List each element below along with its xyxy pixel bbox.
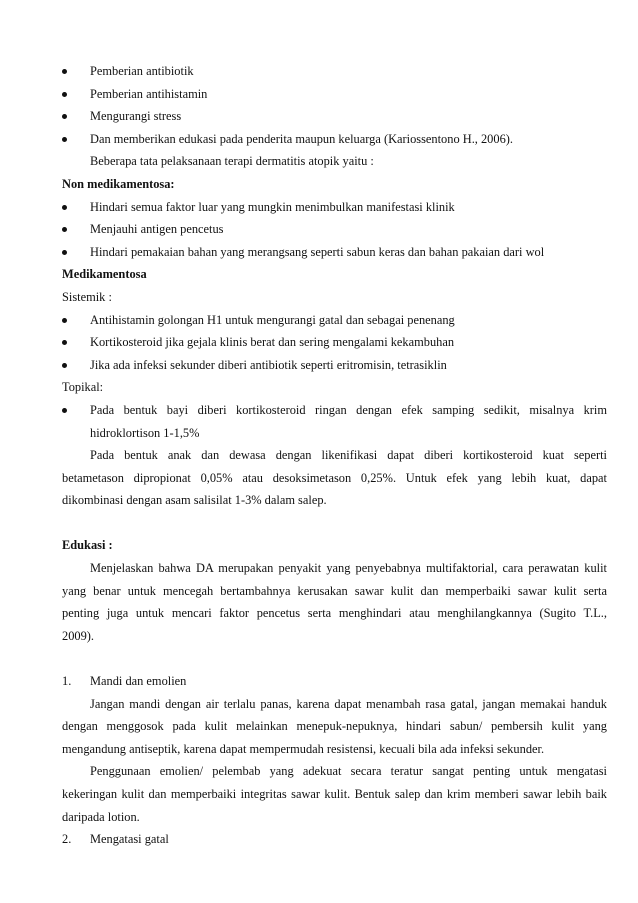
paragraph-line: Penggunaan emolien/ pelembab yang adekuat secara teratur sangat penting untuk mengatasi — [90, 764, 607, 779]
bullet-icon — [62, 114, 67, 119]
paragraph-line: betametason dipropionat 0,05% atau desoksimetason 0,25%. Untuk efek yang lebih kuat, dapat — [62, 470, 607, 485]
sistemik-label: Sistemik : — [62, 289, 112, 304]
list-item: Jika ada infeksi sekunder diberi antibiotik seperti eritromisin, tetrasiklin — [62, 354, 607, 377]
list-item: Kortikosteroid jika gejala klinis berat dan sering mengalami kekambuhan — [62, 331, 607, 354]
paragraph-line: yang benar untuk mencegah bertambahnya kerusakan sawar kulit dan memperbaiki sawar kulit serta — [62, 583, 607, 598]
list-item: Pemberian antibiotik — [62, 60, 607, 83]
paragraph-line: Jangan mandi dengan air terlalu panas, karena dapat menambah rasa gatal, jangan memakai handuk — [90, 696, 607, 711]
paragraph-line: Menjelaskan bahwa DA merupakan penyakit yang penyebabnya multifaktorial, cara perawatan kulit — [90, 561, 607, 576]
spacer — [62, 647, 607, 670]
list-item: Menjauhi antigen pencetus — [62, 218, 607, 241]
spacer — [62, 512, 607, 535]
paragraph-line: dengan menggosok pada kulit melainkan menepuk-nepuknya, hindari sabun/ pembersih kulit yang — [62, 719, 607, 734]
list-item: Mengurangi stress — [62, 105, 607, 128]
document-page — [62, 60, 607, 851]
section-number: 1. — [62, 674, 72, 689]
paragraph-line: Pada bentuk anak dan dewasa dengan likenifikasi dapat diberi kortikosteroid kuat seperti — [90, 448, 607, 463]
section-heading — [62, 670, 607, 693]
paragraph-line: daripada lotion. — [62, 809, 140, 824]
paragraph-line: mengandung antiseptik, karena dapat mempermudah resistensi, kecuali bila ada infeksi sekunder. — [62, 741, 545, 756]
list-item — [62, 399, 607, 422]
topikal-item-line: Pada bentuk bayi diberi kortikosteroid ringan dengan efek samping sedikit, misalnya krim — [90, 402, 607, 417]
bullet-icon — [62, 318, 67, 323]
section-title: Mengatasi gatal — [90, 832, 169, 847]
non-medikamentosa-heading: Non medikamentosa: — [62, 176, 175, 191]
section-heading — [62, 828, 607, 851]
list-item: Pemberian antihistamin — [62, 83, 607, 106]
section-title: Mandi dan emolien — [90, 674, 187, 689]
edukasi-heading: Edukasi : — [62, 538, 113, 553]
section-number: 2. — [62, 832, 72, 847]
bullet-icon — [62, 205, 67, 210]
list-item: Hindari semua faktor luar yang mungkin menimbulkan manifestasi klinik — [62, 196, 607, 219]
list-item: Hindari pemakaian bahan yang merangsang seperti sabun keras dan bahan pakaian dari wol — [62, 241, 607, 264]
topikal-label: Topikal: — [62, 380, 104, 395]
medikamentosa-heading: Medikamentosa — [62, 267, 147, 282]
bullet-icon — [62, 250, 67, 255]
bullet-icon — [62, 137, 67, 142]
intro-line: Beberapa tata pelaksanaan terapi dermatitis atopik yaitu : — [90, 154, 374, 169]
bullet-icon — [62, 363, 67, 368]
paragraph-line: 2009). — [62, 628, 95, 643]
list-item: Dan memberikan edukasi pada penderita maupun keluarga (Kariossentono H., 2006). — [62, 128, 607, 151]
topikal-item-line: hidroklortison 1-1,5% — [90, 425, 200, 440]
bullet-icon — [62, 92, 67, 97]
bullet-icon — [62, 340, 67, 345]
list-item: Antihistamin golongan H1 untuk mengurangi gatal dan sebagai penenang — [62, 309, 607, 332]
paragraph-line: dikombinasi dengan asam salisilat 1-3% dalam salep. — [62, 493, 327, 508]
paragraph-line: penting juga untuk mencari faktor pencetus serta menghindari atau menghilangkannya (Sugito T.L., — [62, 606, 607, 621]
paragraph-line: kekeringan kulit dan memperbaiki integritas sawar kulit. Bentuk salep dan krim memberi sawar lebih baik — [62, 787, 607, 801]
bullet-icon — [62, 69, 67, 74]
bullet-icon — [62, 227, 67, 232]
bullet-icon — [62, 408, 67, 413]
